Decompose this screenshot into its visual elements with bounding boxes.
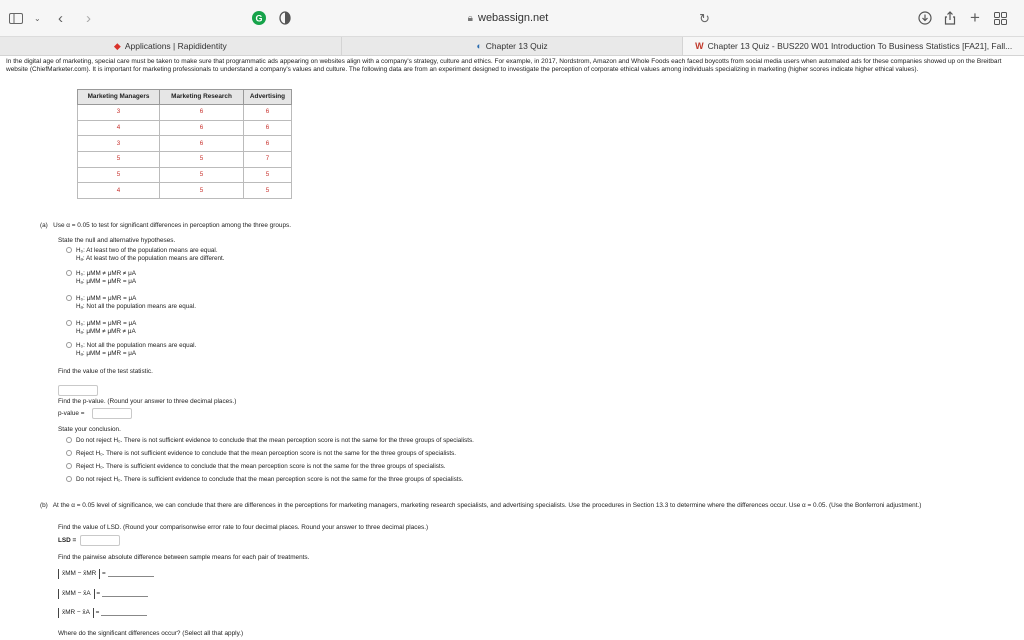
option-text: Reject H₀. There is not sufficient evidence to conclude that the mean perception score is not the same for the three groups of specialists. [76,450,457,457]
table-cell: 5 [160,183,244,199]
table-cell: 5 [244,183,292,199]
table-cell: 6 [244,136,292,152]
forward-icon[interactable]: › [86,9,91,27]
column-header: Marketing Managers [78,90,160,105]
pair-expression: x̄MM − x̄A [58,589,95,599]
tab-chapter-13-quiz[interactable] [342,37,684,55]
chevron-down-icon[interactable]: ⌄ [34,13,41,23]
radio-button[interactable] [66,450,72,456]
conclusion-option-4[interactable] [66,476,463,484]
p-value-input[interactable] [92,408,132,419]
pair-expression: x̄MM − x̄MR [58,569,100,579]
table-cell: 3 [78,136,160,152]
column-header: Marketing Research [160,90,244,105]
table-cell: 5 [160,152,244,168]
table-cell: 5 [160,167,244,183]
conclusion-option-1[interactable] [66,437,474,445]
tab-label: Applications | Rapididentity [124,41,227,51]
part-a-label: (a) [40,222,48,229]
p-value-label: p-value = [58,410,85,417]
radio-button[interactable] [66,270,72,276]
table-cell: 5 [78,167,160,183]
table-cell: 5 [244,167,292,183]
hypothesis-option-2[interactable] [66,270,136,285]
option-line: H₀: Not all the population means are equal. [76,342,197,349]
reload-icon[interactable]: ↻ [699,11,710,26]
tab-label: Chapter 13 Quiz [485,41,548,51]
tab-webassign-quiz[interactable] [683,37,1024,55]
pairwise-prompt: Find the pairwise absolute difference between sample means for each pair of treatments. [58,554,310,561]
table-cell: 6 [244,105,292,121]
radio-button[interactable] [66,476,72,482]
table-cell: 4 [78,120,160,136]
test-statistic-prompt: Find the value of the test statistic. [58,368,153,375]
hypothesis-option-5[interactable] [66,342,196,357]
new-tab-icon[interactable]: + [970,8,980,27]
conclusion-option-3[interactable] [66,463,446,471]
test-statistic-input[interactable] [58,385,98,396]
table-cell: 3 [78,105,160,121]
pair-expression: x̄MR − x̄A [58,608,94,618]
rapididentity-icon: ◆ [113,40,121,51]
tab-rapididentity[interactable] [0,37,342,55]
column-header: Advertising [244,90,292,105]
option-line: Hₐ: At least two of the population means are different. [76,254,225,262]
page-content [0,57,1024,640]
back-icon[interactable]: ‹ [58,9,63,27]
chapter-icon: ◐ [476,41,482,51]
significant-prompt: Where do the significant differences occur? (Select all that apply.) [58,630,244,637]
conclusion-option-2[interactable] [66,450,456,458]
sidebar-icon[interactable] [8,9,24,27]
option-line: Hₐ: Not all the population means are equal. [76,302,196,310]
lsd-label: LSD = [58,537,77,544]
lsd-input[interactable] [80,535,120,546]
pair-input[interactable] [108,569,154,577]
table-row [78,105,292,121]
radio-button[interactable] [66,295,72,301]
browser-toolbar [0,0,1024,36]
option-line: H₀: μMM ≠ μMR ≠ μA [76,270,136,277]
radio-button[interactable] [66,463,72,469]
url-text: webassign.net [478,12,549,24]
tab-bar [0,36,1024,56]
pair-row-mm-mr: x̄MM − x̄MR = [58,569,154,579]
extension-grammarly-icon[interactable] [252,9,266,27]
share-icon[interactable] [944,9,956,27]
pair-row-mr-a: x̄MR − x̄A = [58,608,147,618]
state-hypotheses-prompt: State the null and alternative hypotheses. [58,237,176,244]
table-row [78,120,292,136]
pair-row-mm-a: x̄MM − x̄A = [58,589,148,599]
tab-overview-icon[interactable] [994,9,1007,27]
radio-button[interactable] [66,247,72,253]
p-value-prompt: Find the p-value. (Round your answer to three decimal places.) [58,398,237,405]
option-line: H₀: At least two of the population means are equal. [76,247,218,254]
svg-text:G: G [255,13,263,24]
downloads-icon[interactable] [918,9,932,27]
table-cell: 6 [160,120,244,136]
option-text: Reject H₀. There is sufficient evidence to conclude that the mean perception score is not the same for the three groups of specialists. [76,463,446,470]
privacy-shield-icon[interactable] [279,9,291,27]
option-line: H₀: μMM = μMR = μA [76,295,137,302]
address-bar[interactable] [296,6,720,30]
table-row [78,152,292,168]
table-cell: 4 [78,183,160,199]
option-line: H₀: μMM = μMR = μA [76,320,137,327]
table-row [78,136,292,152]
radio-button[interactable] [66,320,72,326]
radio-button[interactable] [66,342,72,348]
hypothesis-option-3[interactable] [66,295,196,310]
table-row [78,183,292,199]
tab-label: Chapter 13 Quiz - BUS220 W01 Introduction To Business Statistics [FA21], Fall... [707,41,1013,51]
option-line: Hₐ: μMM = μMR = μA [76,349,137,357]
option-text: Do not reject H₀. There is sufficient evidence to conclude that the mean perception score is not the same for the three groups of specialists. [76,476,464,483]
table-cell: 5 [78,152,160,168]
pair-input[interactable] [102,589,148,597]
option-line: Hₐ: μMM ≠ μMR ≠ μA [76,327,136,335]
webassign-icon: W [695,41,704,51]
part-b-label: (b) [40,502,48,509]
problem-intro: In the digital age of marketing, special care must be taken to make sure that programmatic ads appearing on websites align with a company's strategy, culture and ethics. For example, in 2017, Nordstrom, Amazon and Whole Foods each faced boycotts from social media users when automated ads for these companies showed up on the Breitbart website (ChiefMarketer.com). It is important for marketing professionals to understand a company's values and culture. The following data are from an experiment designed to investigate the perception of corporate ethical values among individuals specializing in marketing (higher scores indicate higher ethical values). [6,58,1002,74]
option-line: Hₐ: μMM = μMR = μA [76,277,137,285]
lock-icon: 🔒︎ [467,12,473,24]
table-cell: 6 [160,105,244,121]
radio-button[interactable] [66,437,72,443]
part-b-prompt: At the α = 0.05 level of significance, we can conclude that there are differences in the perceptions for marketing managers, marketing research specialists, and advertising specialists. Use the procedures in Section 13.3 to determine where the differences occur. Use α = 0.05. (Use the Bonferroni adjustment.) [52,502,922,509]
table-cell: 6 [160,136,244,152]
table-cell: 7 [244,152,292,168]
pair-input[interactable] [101,608,147,616]
option-text: Do not reject H₀. There is not sufficient evidence to conclude that the mean perception score is not the same for the three groups of specialists. [76,437,474,444]
hypothesis-option-1[interactable] [66,247,225,262]
lsd-prompt: Find the value of LSD. (Round your comparisonwise error rate to four decimal places. Round your answer to three decimal places.) [58,524,429,531]
data-table [77,89,292,199]
table-cell: 6 [244,120,292,136]
part-a [40,222,291,230]
part-a-prompt: Use α = 0.05 to test for significant differences in perception among the three groups. [53,222,292,229]
table-row [78,167,292,183]
conclusion-prompt: State your conclusion. [58,426,121,433]
part-b [40,502,980,510]
hypothesis-option-4[interactable] [66,320,136,335]
